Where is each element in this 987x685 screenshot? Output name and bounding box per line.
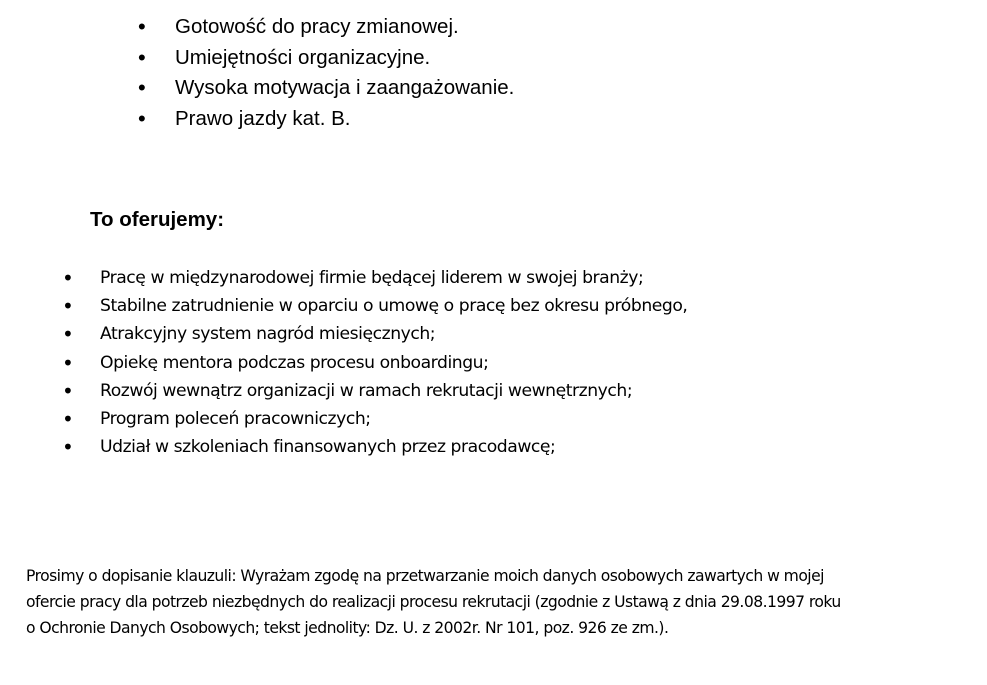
bullet-icon: • <box>138 105 146 131</box>
bullet-icon: • <box>138 14 146 39</box>
list-item <box>0 405 687 433</box>
list-item-text: Opiekę mentora podczas procesu onboardingu; <box>100 352 489 373</box>
list-item-text: Rozwój wewnątrz organizacji w ramach rekrutacji wewnętrznych; <box>100 380 633 401</box>
bullet-icon: • <box>62 266 74 290</box>
list-item-text: Umiejętności organizacyjne. <box>175 45 431 69</box>
list-item-text: Prawo jazdy kat. B. <box>175 106 351 130</box>
list-item <box>0 43 514 74</box>
list-item <box>0 320 687 348</box>
bullet-icon: • <box>138 75 146 100</box>
list-item-text: Gotowość do pracy zmianowej. <box>175 15 459 38</box>
list-item-text: Stabilne zatrudnienie w oparciu o umowę o pracę bez okresu próbnego, <box>100 296 688 317</box>
bullet-icon: • <box>138 44 146 70</box>
list-item <box>0 377 687 405</box>
list-item <box>0 73 514 104</box>
list-item-text: Program poleceń pracowniczych; <box>100 408 371 429</box>
requirements-list <box>0 12 514 134</box>
list-item-text: Wysoka motywacja i zaangażowanie. <box>175 76 515 99</box>
bullet-icon: • <box>62 435 74 460</box>
clause-line: Prosimy o dopisanie klauzuli: Wyrażam zgodę na przetwarzanie moich danych osobowych zawartych w mojej <box>26 567 824 585</box>
list-item <box>0 349 687 377</box>
consent-clause <box>26 563 971 641</box>
clause-line: o Ochronie Danych Osobowych; tekst jednolity: Dz. U. z 2002r. Nr 101, poz. 926 ze zm.). <box>26 619 669 637</box>
list-item-text: Udział w szkoleniach finansowanych przez pracodawcę; <box>100 437 556 458</box>
list-item <box>0 433 687 461</box>
offer-heading: To oferujemy: <box>90 208 225 231</box>
list-item <box>0 12 514 43</box>
bullet-icon: • <box>62 322 74 347</box>
list-item-text: Atrakcyjny system nagród miesięcznych; <box>100 324 436 345</box>
bullet-icon: • <box>62 406 74 431</box>
bullet-icon: • <box>62 378 74 403</box>
bullet-icon: • <box>62 350 74 375</box>
offer-list <box>0 264 687 461</box>
list-item <box>0 104 514 135</box>
list-item-text: Pracę w międzynarodowej firmie będącej liderem w swojej branży; <box>100 268 644 288</box>
clause-line: ofercie pracy dla potrzeb niezbędnych do realizacji procesu rekrutacji (zgodnie z Ustawą z dnia 29.08.1997 roku <box>26 593 841 611</box>
list-item <box>0 264 687 292</box>
bullet-icon: • <box>62 294 74 319</box>
list-item <box>0 292 687 320</box>
